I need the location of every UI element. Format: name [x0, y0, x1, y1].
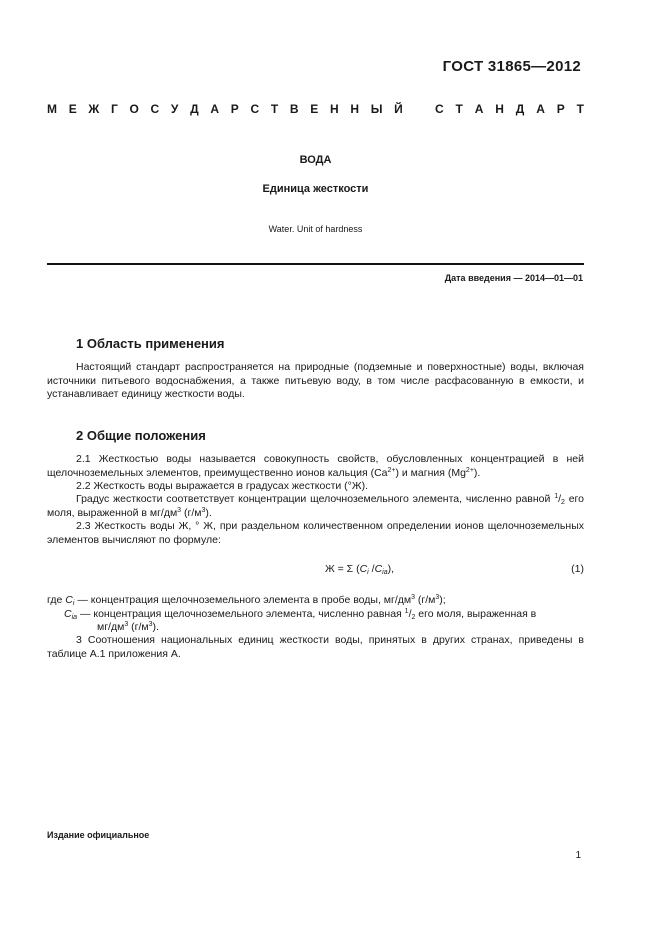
banner-letter: Т	[576, 102, 584, 116]
legend-ci: где $C_i$ — концентрация щелочноземельного элемента в пробе воды, $мг/дм^3$ $(г/м^3)$;	[47, 594, 446, 607]
banner-letter: Е	[310, 102, 319, 116]
section-2-heading: 2 Общие положения	[76, 428, 206, 443]
banner-letter: Д	[515, 102, 525, 116]
document-title: ВОДА	[299, 154, 332, 166]
banner-letter: В	[289, 102, 299, 116]
banner-letter: Р	[230, 102, 239, 116]
official-edition-label: Издание официальное	[47, 830, 150, 840]
banner-letter: Г	[110, 102, 118, 116]
banner-letter: О	[129, 102, 139, 116]
banner-letter: Н	[495, 102, 504, 116]
section-1-heading: 1 Область применения	[76, 336, 225, 351]
banner-letter: А	[210, 102, 220, 116]
document-subtitle: Единица жесткости	[262, 183, 369, 195]
legend-cia: $C_{iа}$ — концентрация щелочноземельного элемента, численно равная $^1/_2$ его моля, выраженная в	[64, 607, 537, 621]
effective-date: Дата введения — 2014—01—01	[444, 273, 583, 283]
paragraph-2-2: 2.2 Жесткость воды выражается в градусах жесткости (°Ж).	[76, 480, 368, 492]
paragraph-2-1: 2.1 Жесткостью воды называется совокупность свойств, обусловленных концентрацией в ней щелочноземельных элементов, преимущественно ионов кальция $(Ca^{2+})$ и магния $(Mg^{2+})$.	[47, 453, 584, 479]
hardness-formula	[47, 563, 584, 577]
banner-letter: Д	[190, 102, 199, 116]
banner-letter: Н	[350, 102, 360, 116]
banner-letter: Т	[455, 102, 463, 116]
banner-letter: А	[474, 102, 484, 116]
standard-number: ГОСТ 31865—2012	[442, 58, 581, 75]
formula-expression: Ж = Σ ($C_i$ $/C_{iа}$),	[325, 563, 395, 576]
banner-letter: Т	[270, 102, 279, 116]
banner-letter: Ы	[370, 102, 383, 116]
title-divider	[47, 263, 584, 265]
banner-letter: Е	[68, 102, 77, 116]
banner-letter: С	[150, 102, 160, 116]
english-title: Water. Unit of hardness	[268, 224, 363, 234]
interstate-word-1	[47, 102, 403, 116]
banner-letter: Й	[394, 102, 403, 116]
formula-legend	[47, 594, 584, 635]
paragraph-2-3: 2.3 Жесткость воды Ж, ° Ж, при раздельном количественном определении ионов щелочноземельных элементов вычисляют по формуле:	[47, 520, 584, 546]
banner-letter: Ж	[88, 102, 100, 116]
banner-letter: У	[170, 102, 179, 116]
banner-letter: М	[47, 102, 57, 116]
paragraph-3: 3 Соотношения национальных единиц жесткости воды, принятых в других странах, приведены в таблице А.1 приложения А.	[47, 634, 584, 660]
banner-letter: Р	[556, 102, 565, 116]
interstate-standard-banner	[47, 102, 584, 116]
banner-letter: А	[536, 102, 545, 116]
banner-letter: С	[435, 102, 444, 116]
banner-letter: С	[250, 102, 260, 116]
formula-number: (1)	[571, 563, 584, 575]
legend-cia-continuation: $мг/дм^3$ $(г/м^3)$.	[97, 621, 159, 633]
banner-letter: Н	[329, 102, 339, 116]
section-1-text: Настоящий стандарт распространяется на природные (подземные и поверхностные) воды, включая источники питьевого водоснабжения, а также питьевую воду, в том числе расфасованную в емкости, и устанавливает единицу жесткости воды.	[47, 361, 584, 400]
interstate-word-2	[435, 102, 584, 116]
page-number: 1	[575, 850, 581, 861]
paragraph-degree-definition: Градус жесткости соответствует концентрации щелочноземельного элемента, численно равной $^1/_2$ его моля, выраженной в $мг/дм^3$ $(г/м^3)$.	[47, 493, 584, 519]
